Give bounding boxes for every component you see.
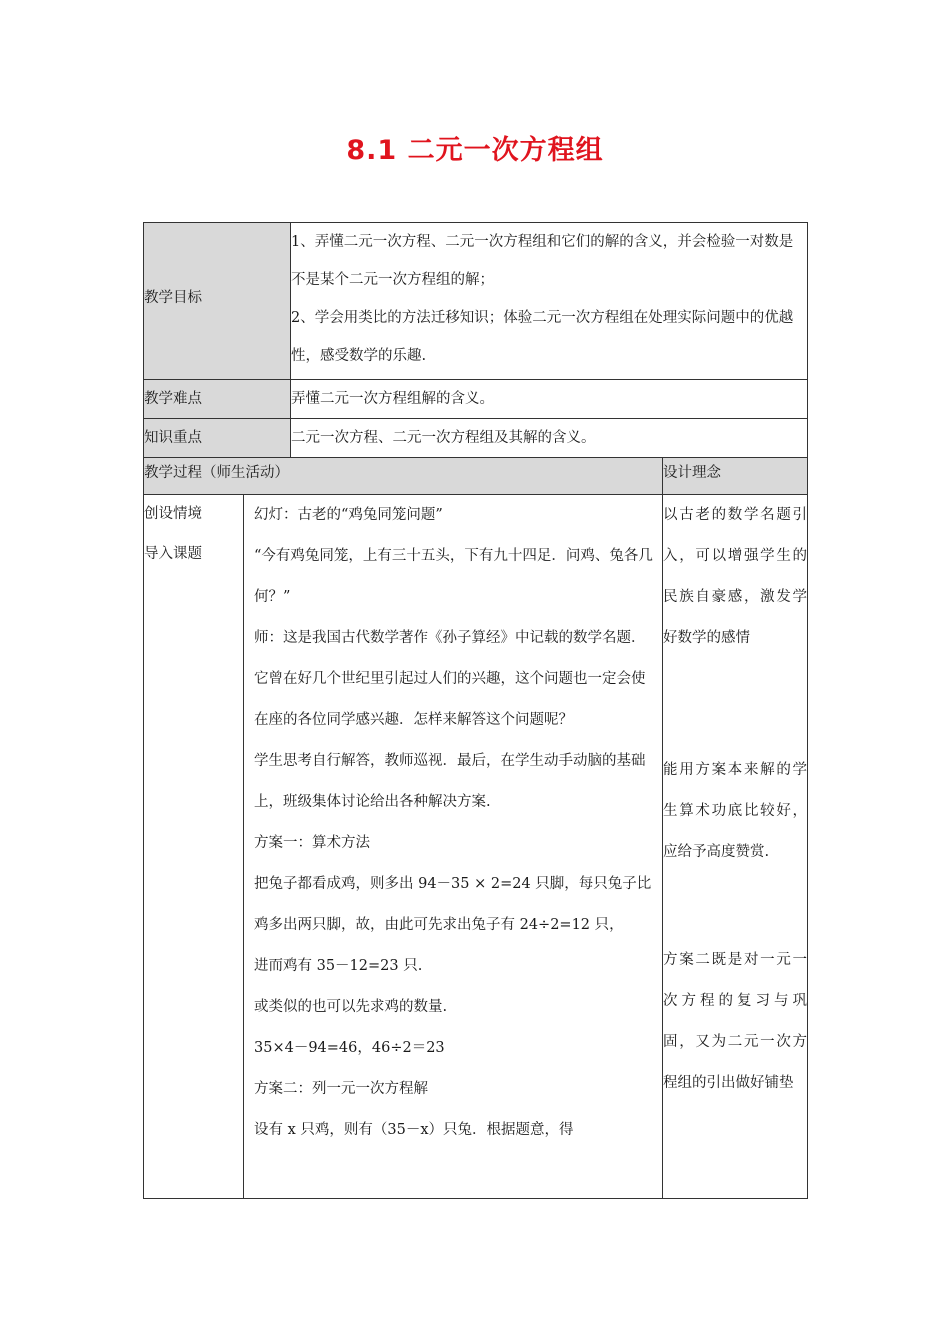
content-paragraph: 或类似的也可以先求鸡的数量. [254,999,448,1015]
content-paragraph: 进而鸡有 35－12=23 只. [254,958,423,974]
process-content [244,495,663,1199]
process-header: 教学过程（师生活动） [144,458,663,495]
content-paragraph: 幻灯：古老的“鸡兔同笼问题” [254,507,443,523]
goal-item: 1、弄懂二元一次方程、二元一次方程组和它们的解的含义，并会检验一对数是不是某个二元一次方程组的解； [291,234,794,288]
key-points-text: 二元一次方程、二元一次方程组及其解的含义。 [291,419,808,458]
difficulty-label: 教学难点 [144,380,291,419]
page-title: 8.1 二元一次方程组 [346,135,604,166]
content-paragraph: 方案二：列一元一次方程解 [254,1081,428,1097]
section-label-line: 导入课题 [144,545,202,562]
key-points-label: 知识重点 [144,419,291,458]
goals-row [144,223,808,380]
content-paragraph: “今有鸡兔同笼，上有三十五头，下有九十四足．问鸡、兔各几何？” [254,548,653,605]
lesson-plan-table [143,222,808,1199]
content-paragraph: 把兔子都看成鸡，则多出 94－35 × 2=24 只脚，每只兔子比鸡多出两只脚，故，由此可先求出兔子有 24÷2=12 只， [254,876,652,933]
difficulty-text: 弄懂二元一次方程组解的含义。 [291,380,808,419]
process-header-row [144,458,808,495]
content-paragraph: 师：这是我国古代数学著作《孙子算经》中记载的数学名题．它曾在好几个世纪里引起过人们的兴趣，这个问题也一定会使在座的各位同学感兴趣．怎样来解答这个问题呢？ [254,630,646,728]
content-paragraph: 设有 x 只鸡，则有（35－x）只兔．根据题意，得 [254,1122,574,1138]
design-notes [663,495,808,1199]
process-row [144,495,808,1199]
goal-item: 2、学会用类比的方法迁移知识；体验二元一次方程组在处理实际问题中的优越性，感受数学的乐趣. [291,310,794,364]
content-paragraph: 方案一：算术方法 [254,835,370,851]
section-label-line: 创设情境 [144,506,202,522]
difficulty-row [144,380,808,419]
goals-content [291,223,808,380]
section-label [144,495,244,1199]
design-note: 以古老的数学名题引入，可以增强学生的民族自豪感，激发学好数学的感情 [663,507,808,646]
content-paragraph: 35×4－94=46，46÷2＝23 [254,1040,445,1056]
content-paragraph: 学生思考自行解答，教师巡视．最后，在学生动手动脑的基础上，班级集体讨论给出各种解决方案. [254,753,646,810]
goals-label: 教学目标 [144,223,291,380]
design-note: 能用方案本来解的学生算术功底比较好，应给予高度赞赏. [663,762,808,860]
design-note: 方案二既是对一元一次方程的复习与巩固，又为二元一次方程组的引出做好铺垫 [663,952,808,1091]
design-header: 设计理念 [663,458,808,495]
key-points-row [144,419,808,458]
